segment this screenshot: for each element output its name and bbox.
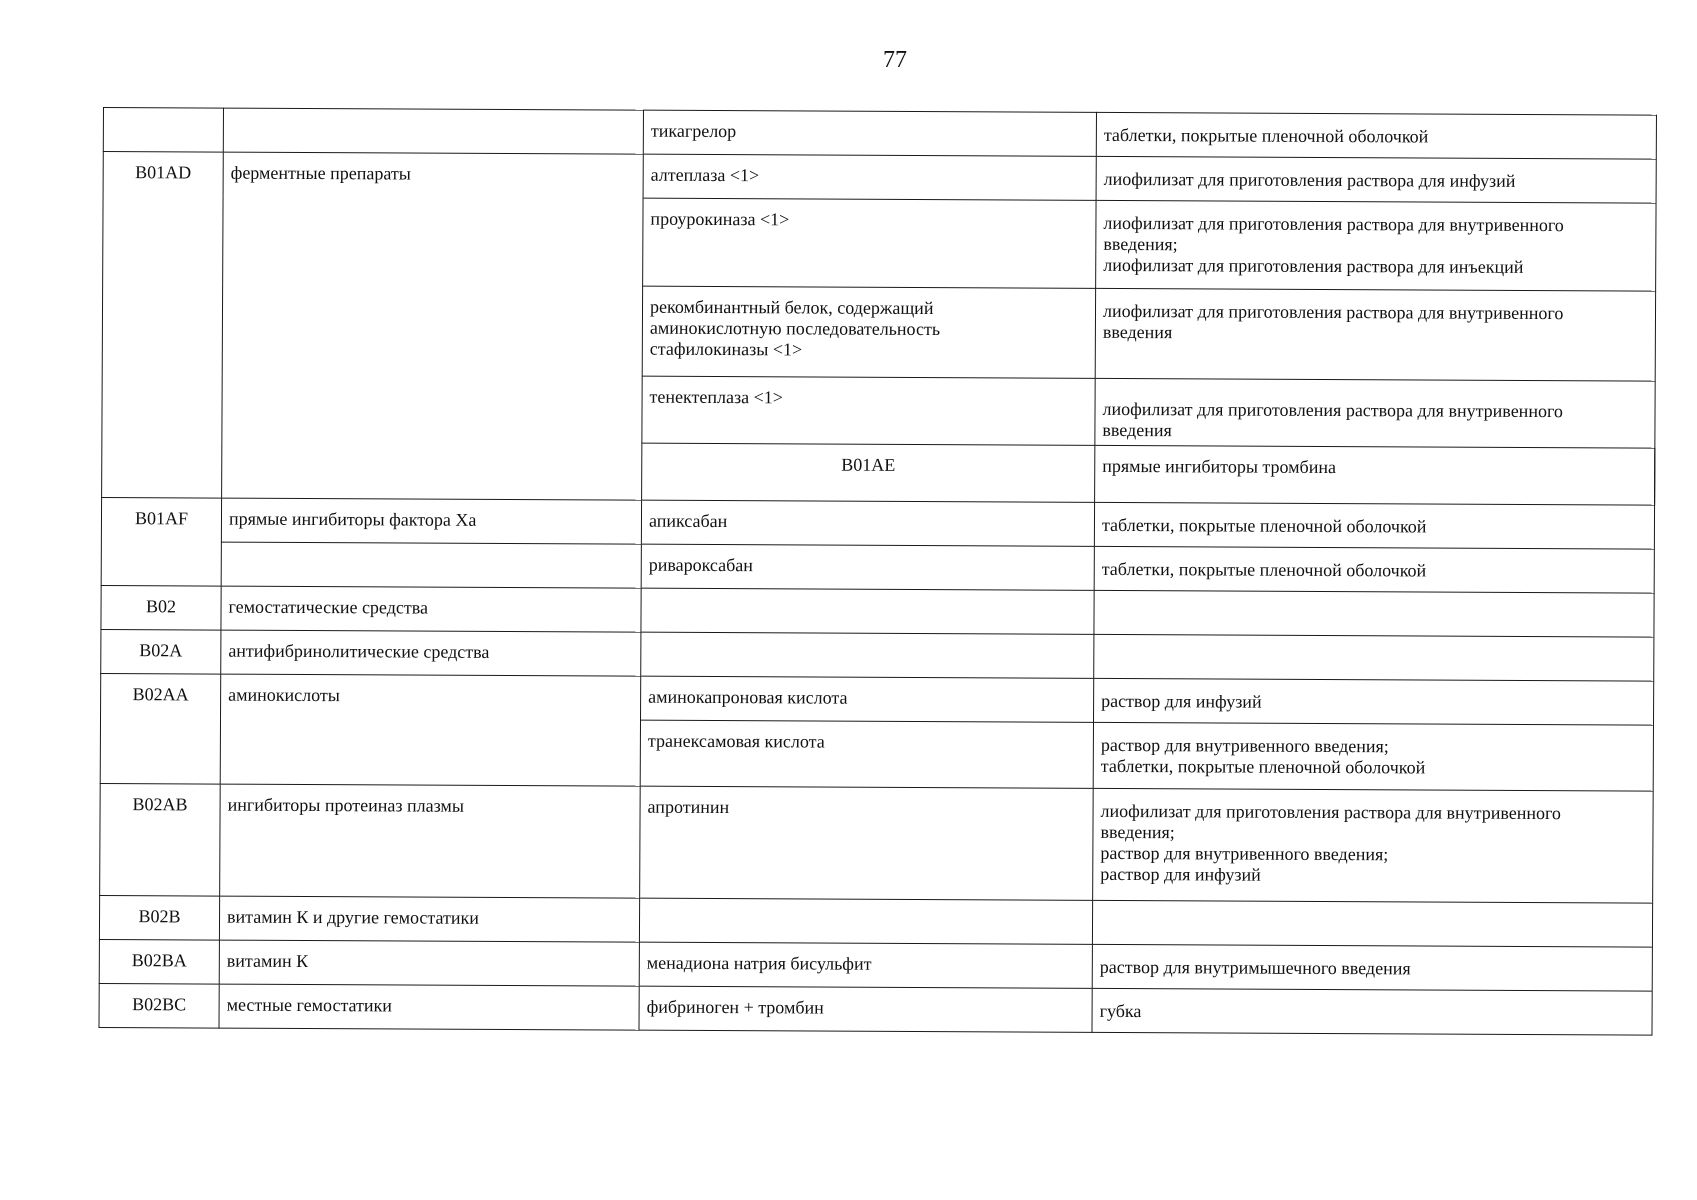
atc-code-cell: B01AD: [102, 152, 224, 499]
drug-name-cell: алтеплаза <1>: [643, 154, 1096, 200]
table-row: [100, 783, 1654, 903]
table-row: [103, 108, 1656, 160]
drug-name-cell: фибриноген + тромбин: [639, 986, 1092, 1032]
dosage-form-line: раствор для инфузий: [1100, 863, 1261, 885]
group-name-cell: [223, 108, 643, 154]
dosage-form-cell: [1092, 988, 1652, 1035]
atc-code-cell: B02BA: [99, 939, 219, 984]
drug-name-cell: тенектеплаза <1>: [642, 376, 1095, 445]
table-row: [99, 895, 1652, 947]
table-row: [99, 939, 1652, 991]
drug-name-cell: ривароксабан: [641, 544, 1094, 590]
group-name-cell: [221, 542, 641, 588]
group-name-cell: антифибринолитические средства: [221, 630, 641, 676]
dosage-form-line: лиофилизат для приготовления раствора для инъекций: [1103, 254, 1524, 277]
group-name-cell: прямые ингибиторы фактора Ха: [221, 498, 641, 544]
group-name-cell: витамин К и другие гемостатики: [219, 896, 639, 942]
dosage-form-line: лиофилизат для приготовления раствора для внутривенного: [1100, 800, 1562, 824]
atc-code-cell: B02B: [99, 895, 219, 940]
drug-name-cell: [641, 588, 1094, 634]
drug-name-line: аминокислотную последовательность: [649, 317, 941, 340]
table-row: [101, 585, 1654, 637]
dosage-form-cell: [1095, 378, 1655, 448]
dosage-form-line: лиофилизат для приготовления раствора для инфузий: [1103, 168, 1516, 191]
dosage-form-line: таблетки, покрытые пленочной оболочкой: [1100, 755, 1426, 778]
dosage-form-line: введения: [1102, 419, 1172, 441]
atc-code-cell: B02AB: [100, 783, 221, 896]
drug-table-container: [98, 107, 1655, 1036]
drug-name-cell: [642, 286, 1095, 378]
drug-name-line: рекомбинантный белок, содержащий: [649, 296, 934, 319]
dosage-form-cell: [1092, 900, 1652, 947]
group-name-cell: прямые ингибиторы тромбина: [1095, 445, 1655, 505]
dosage-form-line: лиофилизат для приготовления раствора для внутривенного: [1102, 398, 1563, 422]
drug-name-line: стафилокиназы <1>: [649, 338, 803, 360]
dosage-form-line: раствор для внутривенного введения;: [1100, 842, 1389, 865]
dosage-form-cell: [1095, 288, 1655, 381]
drug-name-cell: [641, 632, 1094, 678]
group-name-cell: гемостатические средства: [221, 586, 641, 632]
atc-code-cell: B02AA: [100, 673, 221, 784]
drug-name-cell: апиксабан: [641, 500, 1094, 546]
dosage-form-line: введения;: [1103, 233, 1178, 255]
atc-code-cell: B01AE: [642, 443, 1095, 502]
drug-name-cell: [639, 898, 1092, 944]
atc-code-cell: B01AF: [101, 497, 221, 586]
group-name-cell: аминокислоты: [220, 674, 641, 786]
dosage-form-line: введения;: [1100, 821, 1175, 843]
table-row: [101, 629, 1654, 681]
atc-code-cell: B02: [101, 585, 221, 630]
drug-table: [98, 107, 1656, 1036]
dosage-form-line: раствор для инфузий: [1101, 690, 1262, 712]
dosage-form-cell: [1096, 156, 1656, 203]
drug-name-cell: транексамовая кислота: [640, 720, 1093, 788]
dosage-form-cell: [1094, 634, 1654, 681]
group-name-cell: местные гемостатики: [219, 984, 639, 1030]
atc-code-cell: B02A: [101, 629, 221, 674]
dosage-form-line: лиофилизат для приготовления раствора для внутривенного: [1103, 212, 1564, 236]
drug-name-cell: проурокиназа <1>: [643, 198, 1096, 288]
atc-code-cell: B02BC: [99, 983, 219, 1028]
dosage-form-cell: [1093, 722, 1653, 791]
table-row: [99, 983, 1652, 1035]
table-row: [101, 673, 1654, 725]
group-name-cell: витамин К: [219, 940, 639, 986]
dosage-form-line: введения: [1102, 321, 1173, 343]
table-row: [101, 541, 1654, 593]
dosage-form-line: губка: [1099, 1000, 1142, 1022]
dosage-form-line: таблетки, покрытые пленочной оболочкой: [1101, 558, 1427, 581]
drug-name-cell: тикагрелор: [643, 110, 1096, 156]
dosage-form-cell: [1096, 112, 1656, 159]
dosage-form-line: лиофилизат для приготовления раствора для внутривенного: [1102, 300, 1564, 324]
table-row: [101, 497, 1654, 549]
dosage-form-line: таблетки, покрытые пленочной оболочкой: [1103, 124, 1429, 147]
table-row: [103, 152, 1656, 204]
dosage-form-cell: [1094, 590, 1654, 637]
dosage-form-cell: [1096, 200, 1656, 291]
group-name-cell: ферментные препараты: [222, 152, 644, 500]
dosage-form-cell: [1094, 678, 1654, 725]
atc-code-cell: [103, 108, 223, 153]
dosage-form-cell: [1092, 944, 1652, 991]
dosage-form-line: таблетки, покрытые пленочной оболочкой: [1101, 514, 1427, 537]
drug-name-cell: апротинин: [640, 786, 1094, 900]
page-number: 77: [883, 47, 907, 73]
drug-name-cell: менадиона натрия бисульфит: [639, 942, 1092, 988]
dosage-form-cell: [1094, 502, 1654, 549]
dosage-form-cell: [1094, 546, 1654, 593]
dosage-form-line: раствор для внутривенного введения;: [1100, 734, 1389, 757]
dosage-form-cell: [1093, 788, 1654, 903]
drug-name-cell: аминокапроновая кислота: [641, 676, 1094, 722]
dosage-form-line: раствор для внутримышечного введения: [1099, 956, 1411, 979]
group-name-cell: ингибиторы протеиназ плазмы: [220, 784, 641, 898]
